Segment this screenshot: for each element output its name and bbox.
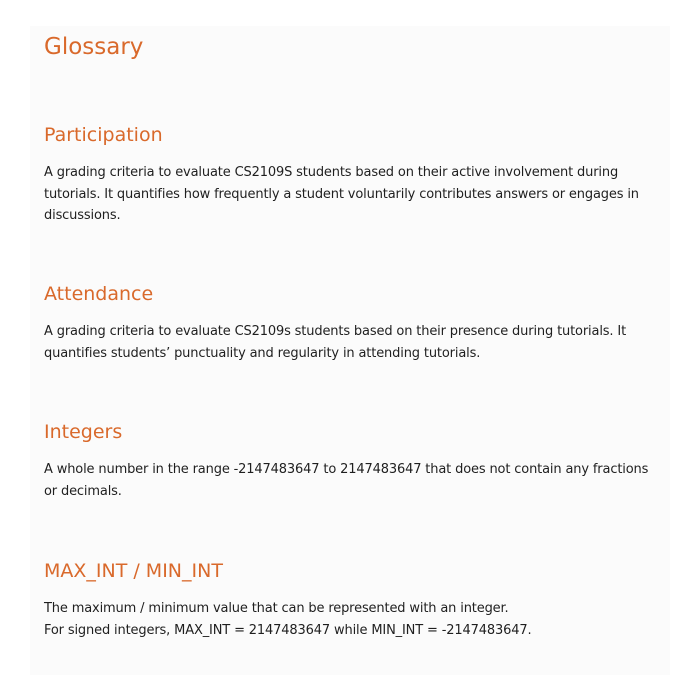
term-description-line: The maximum / minimum value that can be represented with an integer. bbox=[44, 601, 509, 616]
term-attendance bbox=[44, 282, 664, 364]
term-description: A grading criteria to evaluate CS2109s students based on their presence during tutorials. It quantifies students’ punctuality and regularity in attending tutorials. bbox=[44, 324, 627, 361]
page-title: Glossary bbox=[44, 34, 144, 60]
term-title: Attendance bbox=[44, 283, 154, 305]
term-description: A whole number in the range -2147483647 to 2147483647 that does not contain any fractions or decimals. bbox=[44, 462, 649, 499]
term-participation bbox=[44, 123, 664, 227]
term-description bbox=[44, 598, 664, 641]
term-integers bbox=[44, 420, 664, 502]
term-title: Participation bbox=[44, 124, 163, 146]
term-max-min-int bbox=[44, 559, 664, 641]
term-description: A grading criteria to evaluate CS2109S students based on their active involvement during tutorials. It quantifies how frequently a student voluntarily contributes answers or engages in discussions. bbox=[44, 165, 639, 223]
term-description-line: For signed integers, MAX_INT = 2147483647 while MIN_INT = -2147483647. bbox=[44, 622, 532, 638]
term-title: MAX_INT / MIN_INT bbox=[44, 560, 223, 582]
term-title: Integers bbox=[44, 421, 123, 443]
